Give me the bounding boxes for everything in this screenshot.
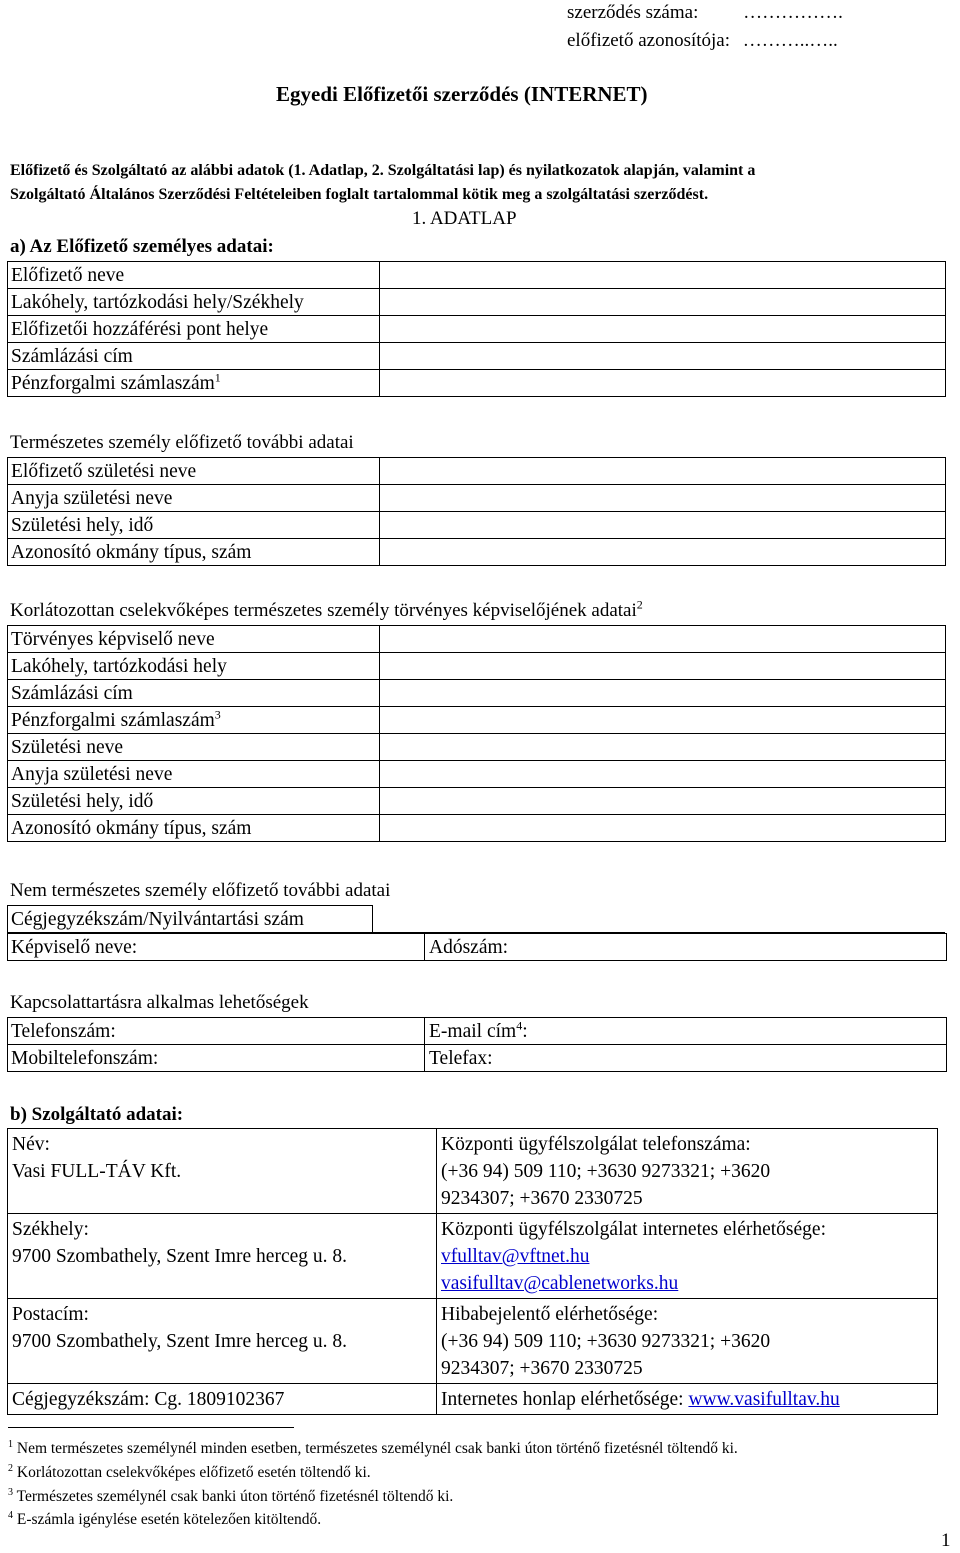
provider-name-label: Név: bbox=[12, 1134, 50, 1155]
rep-residence-field[interactable] bbox=[380, 653, 946, 680]
legal-entity-table bbox=[7, 905, 945, 933]
subscriber-name-field[interactable] bbox=[380, 262, 946, 289]
birth-name-field[interactable] bbox=[380, 458, 946, 485]
access-point-label: Előfizetői hozzáférési pont helye bbox=[8, 316, 380, 343]
provider-homepage-cell bbox=[437, 1384, 938, 1415]
section-b-title: b) Szolgáltató adatai: bbox=[10, 1104, 184, 1125]
footnote-ref: 4 bbox=[516, 1018, 523, 1033]
provider-fault-cell bbox=[437, 1299, 938, 1384]
contract-number-line bbox=[567, 2, 843, 24]
provider-post-cell bbox=[8, 1299, 437, 1384]
billing-address-field[interactable] bbox=[380, 343, 946, 370]
rep-bank-label-text: Pénzforgalmi számlaszám bbox=[11, 710, 215, 731]
company-rep-name-label: Képviselő neve: bbox=[8, 934, 425, 961]
provider-homepage-link[interactable]: www.vasifulltav.hu bbox=[688, 1389, 840, 1410]
reg-number-field[interactable] bbox=[373, 906, 946, 933]
rep-id-document-field[interactable] bbox=[380, 815, 946, 842]
provider-email-link-1[interactable]: vfulltav@vftnet.hu bbox=[441, 1246, 590, 1267]
table-row bbox=[8, 370, 946, 397]
footnote-ref: 1 bbox=[214, 370, 221, 385]
intro-line-1: Előfizető és Szolgáltató az alábbi adatok (1. Adatlap, 2. Szolgáltatási lap) és nyilatkozatok alapján, valamint a bbox=[10, 162, 756, 179]
table-row bbox=[8, 1214, 938, 1299]
mobile-label: Mobiltelefonszám: bbox=[8, 1045, 425, 1072]
rep-birth-place-label: Születési hely, idő bbox=[8, 788, 380, 815]
rep-birth-place-field[interactable] bbox=[380, 788, 946, 815]
rep-billing-field[interactable] bbox=[380, 680, 946, 707]
residence-label: Lakóhely, tartózkodási hely/Székhely bbox=[8, 289, 380, 316]
provider-hq-value: 9700 Szombathely, Szent Imre herceg u. 8. bbox=[12, 1246, 348, 1267]
birth-place-date-label: Születési hely, idő bbox=[8, 512, 380, 539]
footnote-4 bbox=[8, 1511, 321, 1529]
provider-fault-label: Hibabejelentő elérhetősége: bbox=[441, 1304, 659, 1325]
document-title: Egyedi Előfizetői szerződés (INTERNET) bbox=[276, 82, 648, 106]
table-row bbox=[8, 815, 946, 842]
representative-title-text: Korlátozottan cselekvőképes természetes személy törvényes képviselőjének adatai bbox=[10, 600, 637, 621]
table-row bbox=[8, 1299, 938, 1384]
provider-hq-label: Székhely: bbox=[12, 1219, 89, 1240]
rep-mother-name-field[interactable] bbox=[380, 761, 946, 788]
table-row bbox=[8, 1018, 947, 1045]
fax-label: Telefax: bbox=[425, 1045, 947, 1072]
provider-fault-line-2: 9234307; +3670 2330725 bbox=[441, 1358, 643, 1379]
provider-hq-cell bbox=[8, 1214, 437, 1299]
table-row bbox=[8, 626, 946, 653]
table-row bbox=[8, 788, 946, 815]
table-row bbox=[8, 343, 946, 370]
footnote-ref: 2 bbox=[636, 597, 643, 612]
adatlap-heading: 1. ADATLAP bbox=[412, 208, 517, 229]
provider-web-cell bbox=[437, 1214, 938, 1299]
natural-person-table bbox=[7, 457, 946, 566]
table-row bbox=[8, 680, 946, 707]
contact-table bbox=[7, 1017, 947, 1072]
footnote-number: 2 bbox=[8, 1462, 13, 1474]
provider-phone-line-1: (+36 94) 509 110; +3630 9273321; +3620 bbox=[441, 1161, 771, 1182]
birth-place-date-field[interactable] bbox=[380, 512, 946, 539]
footnote-text: Nem természetes személynél minden esetben, természetes személynél csak banki úton történő fizetésnél töltendő ki. bbox=[16, 1440, 738, 1457]
subscriber-name-label: Előfizető neve bbox=[8, 262, 380, 289]
provider-table bbox=[7, 1128, 938, 1415]
bank-account-field[interactable] bbox=[380, 370, 946, 397]
phone-label: Telefonszám: bbox=[8, 1018, 425, 1045]
provider-post-value: 9700 Szombathely, Szent Imre herceg u. 8. bbox=[12, 1331, 348, 1352]
mother-name-field[interactable] bbox=[380, 485, 946, 512]
table-row bbox=[8, 262, 946, 289]
bank-account-label-text: Pénzforgalmi számlaszám bbox=[11, 373, 215, 394]
rep-residence-label: Lakóhely, tartózkodási hely bbox=[8, 653, 380, 680]
access-point-field[interactable] bbox=[380, 316, 946, 343]
footnote-number: 1 bbox=[8, 1438, 13, 1450]
email-label bbox=[425, 1018, 947, 1045]
table-row bbox=[8, 761, 946, 788]
id-document-label: Azonosító okmány típus, szám bbox=[8, 539, 380, 566]
rep-birth-name-field[interactable] bbox=[380, 734, 946, 761]
email-label-colon: : bbox=[522, 1021, 528, 1042]
footnote-number: 4 bbox=[8, 1509, 13, 1521]
provider-phone-line-2: 9234307; +3670 2330725 bbox=[441, 1188, 643, 1209]
representative-table bbox=[7, 625, 946, 842]
provider-company-reg: Cégjegyzékszám: Cg. 1809102367 bbox=[8, 1384, 437, 1415]
rep-name-field[interactable] bbox=[380, 626, 946, 653]
footnote-divider bbox=[8, 1427, 294, 1428]
table-row bbox=[8, 1384, 938, 1415]
footnote-text: Természetes személynél csak banki úton történő fizetésnél töltendő ki. bbox=[16, 1488, 454, 1505]
table-row bbox=[8, 316, 946, 343]
rep-mother-name-label: Anyja születési neve bbox=[8, 761, 380, 788]
table-row bbox=[8, 512, 946, 539]
footnote-text: Korlátozottan cselekvőképes előfizető esetén töltendő ki. bbox=[16, 1464, 371, 1481]
contract-number-value: ……………. bbox=[743, 2, 843, 23]
table-row bbox=[8, 539, 946, 566]
table-row bbox=[8, 734, 946, 761]
table-row bbox=[8, 458, 946, 485]
rep-bank-label bbox=[8, 707, 380, 734]
footnote-text: E-számla igénylése esetén kötelezően kitöltendő. bbox=[16, 1511, 322, 1528]
legal-entity-table-2 bbox=[7, 933, 947, 961]
table-row bbox=[8, 1045, 947, 1072]
footnote-3 bbox=[8, 1488, 453, 1506]
provider-post-label: Postacím: bbox=[12, 1304, 89, 1325]
residence-field[interactable] bbox=[380, 289, 946, 316]
page-number: 1 bbox=[941, 1530, 951, 1551]
id-document-field[interactable] bbox=[380, 539, 946, 566]
table-row bbox=[8, 289, 946, 316]
table-row bbox=[8, 653, 946, 680]
table-row bbox=[8, 707, 946, 734]
table-row bbox=[8, 1129, 938, 1214]
mother-name-label: Anyja születési neve bbox=[8, 485, 380, 512]
subscriber-id-label: előfizető azonosítója: bbox=[567, 30, 731, 51]
legal-entity-title: Nem természetes személy előfizető további adatai bbox=[10, 880, 391, 901]
rep-bank-field[interactable] bbox=[380, 707, 946, 734]
footnote-1 bbox=[8, 1440, 738, 1458]
subscriber-id-value: ………..….. bbox=[742, 30, 838, 51]
provider-phone-label: Központi ügyfélszolgálat telefonszáma: bbox=[441, 1134, 751, 1155]
footnote-ref: 3 bbox=[214, 707, 221, 722]
billing-address-label: Számlázási cím bbox=[8, 343, 380, 370]
reg-number-label: Cégjegyzékszám/Nyilvántartási szám bbox=[8, 906, 373, 933]
birth-name-label: Előfizető születési neve bbox=[8, 458, 380, 485]
table-row bbox=[8, 934, 947, 961]
provider-email-link-2[interactable]: vasifulltav@cablenetworks.hu bbox=[441, 1273, 679, 1294]
section-a-title: a) Az Előfizető személyes adatai: bbox=[10, 236, 274, 257]
tax-number-label: Adószám: bbox=[425, 934, 947, 961]
footnote-number: 3 bbox=[8, 1486, 13, 1498]
provider-name-cell bbox=[8, 1129, 437, 1214]
table-row bbox=[8, 906, 946, 933]
provider-phone-cell bbox=[437, 1129, 938, 1214]
contract-number-label: szerződés száma: bbox=[567, 2, 699, 23]
provider-web-label: Központi ügyfélszolgálat internetes elérhetősége: bbox=[441, 1219, 826, 1240]
email-label-text: E-mail cím bbox=[429, 1021, 517, 1042]
table-row bbox=[8, 485, 946, 512]
provider-name-value: Vasi FULL-TÁV Kft. bbox=[12, 1161, 182, 1182]
provider-homepage-label: Internetes honlap elérhetősége: bbox=[441, 1389, 684, 1410]
natural-person-title: Természetes személy előfizető további adatai bbox=[10, 432, 354, 453]
provider-fault-line-1: (+36 94) 509 110; +3630 9273321; +3620 bbox=[441, 1331, 771, 1352]
rep-billing-label: Számlázási cím bbox=[8, 680, 380, 707]
footnote-2 bbox=[8, 1464, 371, 1482]
rep-id-document-label: Azonosító okmány típus, szám bbox=[8, 815, 380, 842]
subscriber-personal-table bbox=[7, 261, 946, 397]
contact-title: Kapcsolattartásra alkalmas lehetőségek bbox=[10, 992, 309, 1013]
intro-line-2: Szolgáltató Általános Szerződési Feltételeiben foglalt tartalommal kötik meg a szolgáltatási szerződést. bbox=[10, 186, 709, 203]
subscriber-id-line bbox=[567, 30, 838, 52]
rep-birth-name-label: Születési neve bbox=[8, 734, 380, 761]
representative-title bbox=[10, 597, 643, 622]
bank-account-label bbox=[8, 370, 380, 397]
rep-name-label: Törvényes képviselő neve bbox=[8, 626, 380, 653]
